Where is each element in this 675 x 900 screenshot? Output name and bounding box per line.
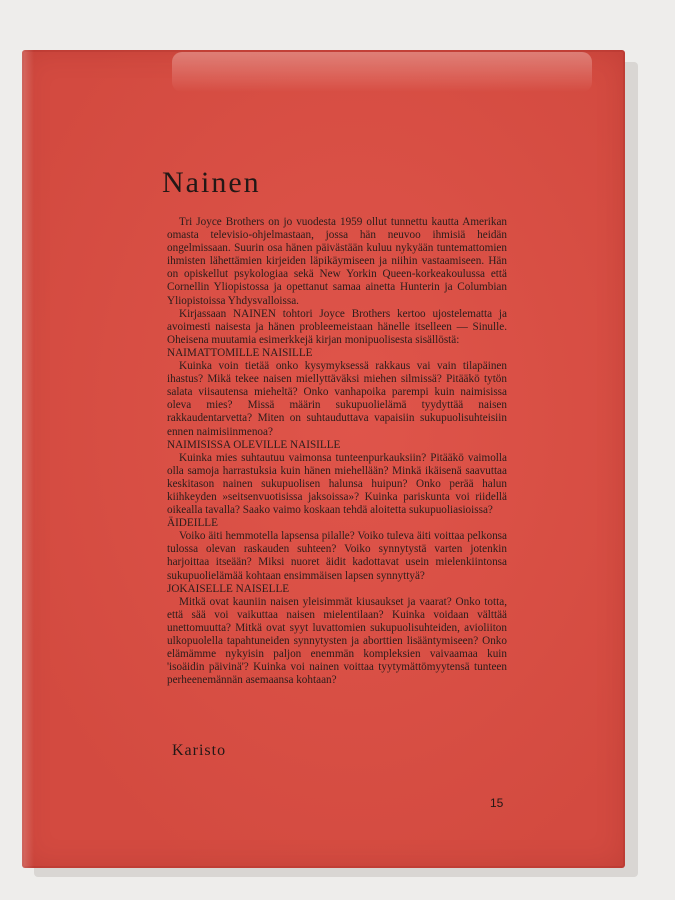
section-heading-every-woman: JOKAISELLE NAISELLE [167,582,290,595]
section-questions-mothers: Voiko äiti hemmotella lapsensa pilalle? Voiko tuleva äiti voittaa pelkonsa tulossa olevan raskauden suhteen? Voiko synnytystä varten jotenkin harjoittaa itseään? Miksi nuoret äidit kadottavat usein mielenkiintonsa sukupuolielämää kohtaan ensimmäisen lapsen synnyttyä? [167,530,507,582]
book-title: Nainen [162,166,261,199]
section-heading-unmarried: NAIMATTOMILLE NAISILLE [167,346,313,359]
section-questions-every-woman: Mitkä ovat kauniin naisen yleisimmät kiusaukset ja vaarat? Onko totta, että sää voi vaikuttaa naisen mielentilaan? Kuinka voidaan välttää unettomuutta? Mitkä ovat syyt luvattomien sukupuolisuhteiden, avioliiton ulkopuolella tapahtuneiden synnytysten ja aborttien lisääntymiseen? Onko elämämme nykyisin paljon enemmän kompleksien vaivaamaa kuin 'isoäidin päivinä'? Kuinka voi nainen voittaa tyytymättömyytensä tunteen perheenemännän asemaansa kohtaan? [167,595,507,687]
cover-edge-wear [22,50,34,868]
price-code: 15 [490,796,504,810]
publisher-name: Karisto [172,742,227,759]
section-questions-unmarried: Kuinka voin tietää onko kysymyksessä rakkaus vai vain tilapäinen ihastus? Mikä tekee naisen miellyttäväksi miehen silmissä? Pitääkö tytön salata viisautensa mieheltä? Onko vanhapoika parempi kuin naimisissa oleva mies? Missä määrin sukupuolielämä tyydyttää naisen rakkaudentarvetta? Miten on suhtauduttava vapaisiin sukupuolisuhteisiin ennen naimisiinmenoa? [167,360,507,438]
section-heading-married: NAIMISISSA OLEVILLE NAISILLE [167,438,341,451]
section-questions-married: Kuinka mies suhtautuu vaimonsa tunteenpurkauksiin? Pitääkö vaimolla olla samoja harrastuksia kuin hänen miehellään? Minkä ikäisenä saavuttaa keskitason nainen sukupuolisen halunsa huipun? Onko perää halun kiihkeyden »seitsenvuotisissa jaksoissa»? Kuinka pariskunta voi riidellä oikealla tavalla? Saako vaimo koskaan tehdä aloitetta sukupuoliasioissa? [167,451,507,517]
section-heading-mothers: ÄIDEILLE [167,517,218,530]
intro-paragraph: Tri Joyce Brothers on jo vuodesta 1959 ollut tunnettu kautta Amerikan omasta televisio-ohjelmastaan, jossa hän neuvoo ihmisiä heidän ongelmissaan. Suurin osa hänen päivästään kuluu nykyään tuntemattomien ihmisten lähettämien kirjeiden läpikäymiseen ja niihin vastaamiseen. Hän on opiskellut psykologiaa sekä New Yorkin Queen-korkeakoulussa että Cornellin Yliopistossa ja opettanut samaa ainetta Hunterin ja Columbian Yliopistoissa Yhdysvalloissa. [167,216,507,307]
cover-wear-mark [172,52,592,92]
blurb-text [167,216,507,687]
book-back-cover [22,50,625,868]
intro-paragraph-2: Kirjassaan NAINEN tohtori Joyce Brothers kertoo ujostelematta ja avoimesti naisesta ja hänen probleemeistaan hänelle itselleen — Sinulle. Oheisena muutamia esimerkkejä kirjan monipuolisesta sisällöstä: [167,307,507,346]
